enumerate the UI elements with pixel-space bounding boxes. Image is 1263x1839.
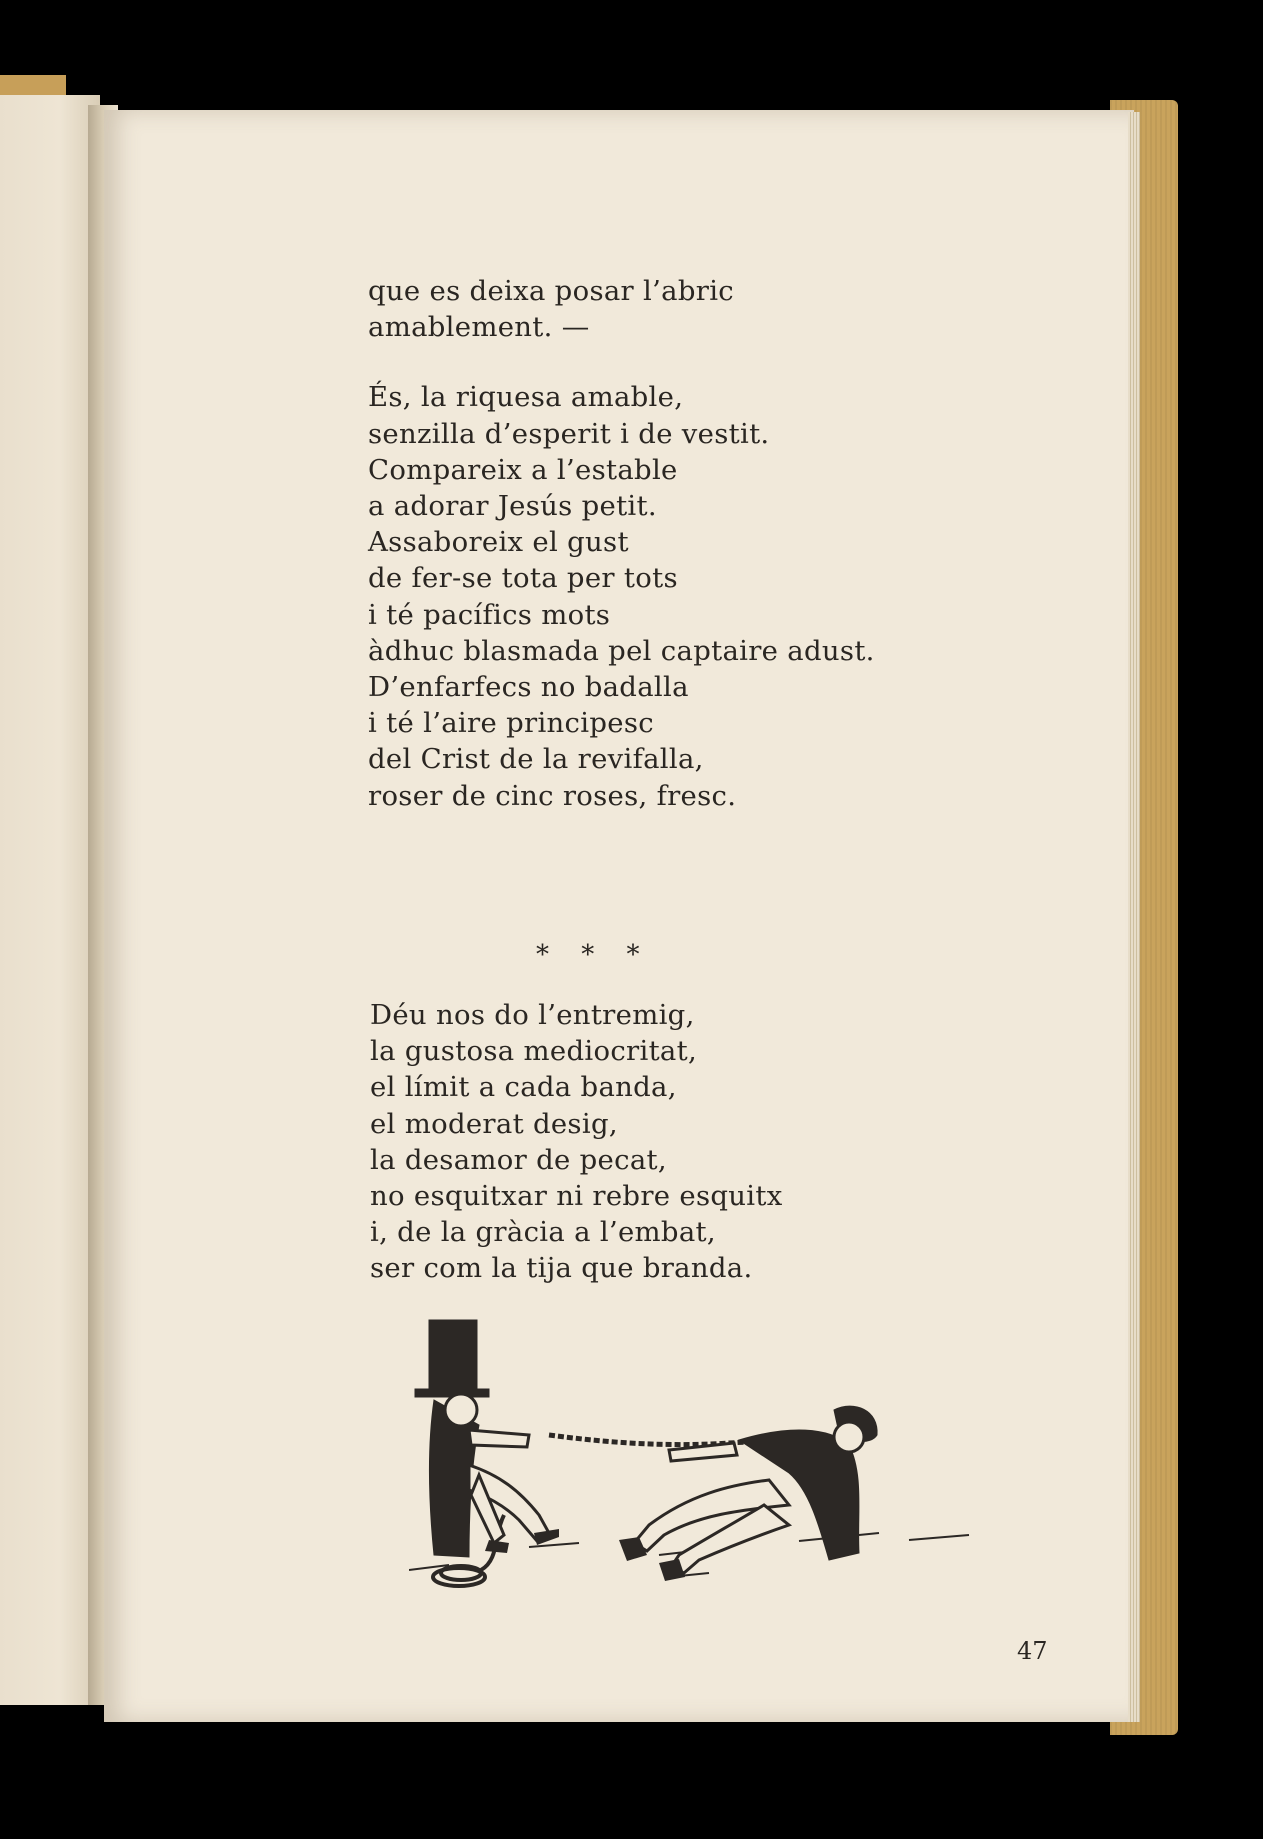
poem-upper — [368, 273, 875, 814]
poem-line: Compareix a l’estable — [368, 453, 678, 486]
poem-line: el moderat desig, — [370, 1107, 618, 1140]
poem-line: que es deixa posar l’abric — [368, 275, 735, 307]
page-number: 47 — [1017, 1637, 1048, 1665]
poem-line: Déu nos do l’entremig, — [370, 999, 695, 1031]
poem-line: senzilla d’esperit i de vestit. — [368, 417, 770, 450]
poem-lower — [370, 997, 783, 1287]
poem-line: àdhuc blasmada pel captaire adust. — [368, 634, 875, 667]
page-edges — [1128, 112, 1140, 1722]
book-page — [104, 110, 1134, 1722]
poem-line: ser com la tija que branda. — [370, 1252, 753, 1285]
poem-line: del Crist de la revifalla, — [368, 743, 704, 776]
poem-line: i té pacífics mots — [368, 598, 611, 631]
poem-line: Assaboreix el gust — [368, 526, 629, 559]
poem-line: la gustosa mediocritat, — [370, 1035, 698, 1068]
stanza-separator: * * * — [536, 940, 652, 970]
poem-line: no esquitxar ni rebre esquitx — [370, 1180, 783, 1213]
tug-of-war-illustration — [409, 1315, 979, 1595]
poem-line: roser de cinc roses, fresc. — [368, 779, 737, 812]
poem-line: D’enfarfecs no badalla — [368, 671, 689, 704]
poem-line: la desamor de pecat, — [370, 1143, 667, 1176]
left-page-edge — [0, 95, 100, 1705]
poem-line: i té l’aire principesc — [368, 707, 654, 740]
poem-line: És, la riquesa amable, — [368, 381, 684, 414]
poem-line: i, de la gràcia a l’embat, — [370, 1216, 716, 1249]
poem-line: a adorar Jesús petit. — [368, 490, 657, 523]
poem-line: de fer-se tota per tots — [368, 562, 678, 595]
poem-line: amablement. — — [368, 311, 590, 344]
poem-line: el límit a cada banda, — [370, 1071, 677, 1104]
